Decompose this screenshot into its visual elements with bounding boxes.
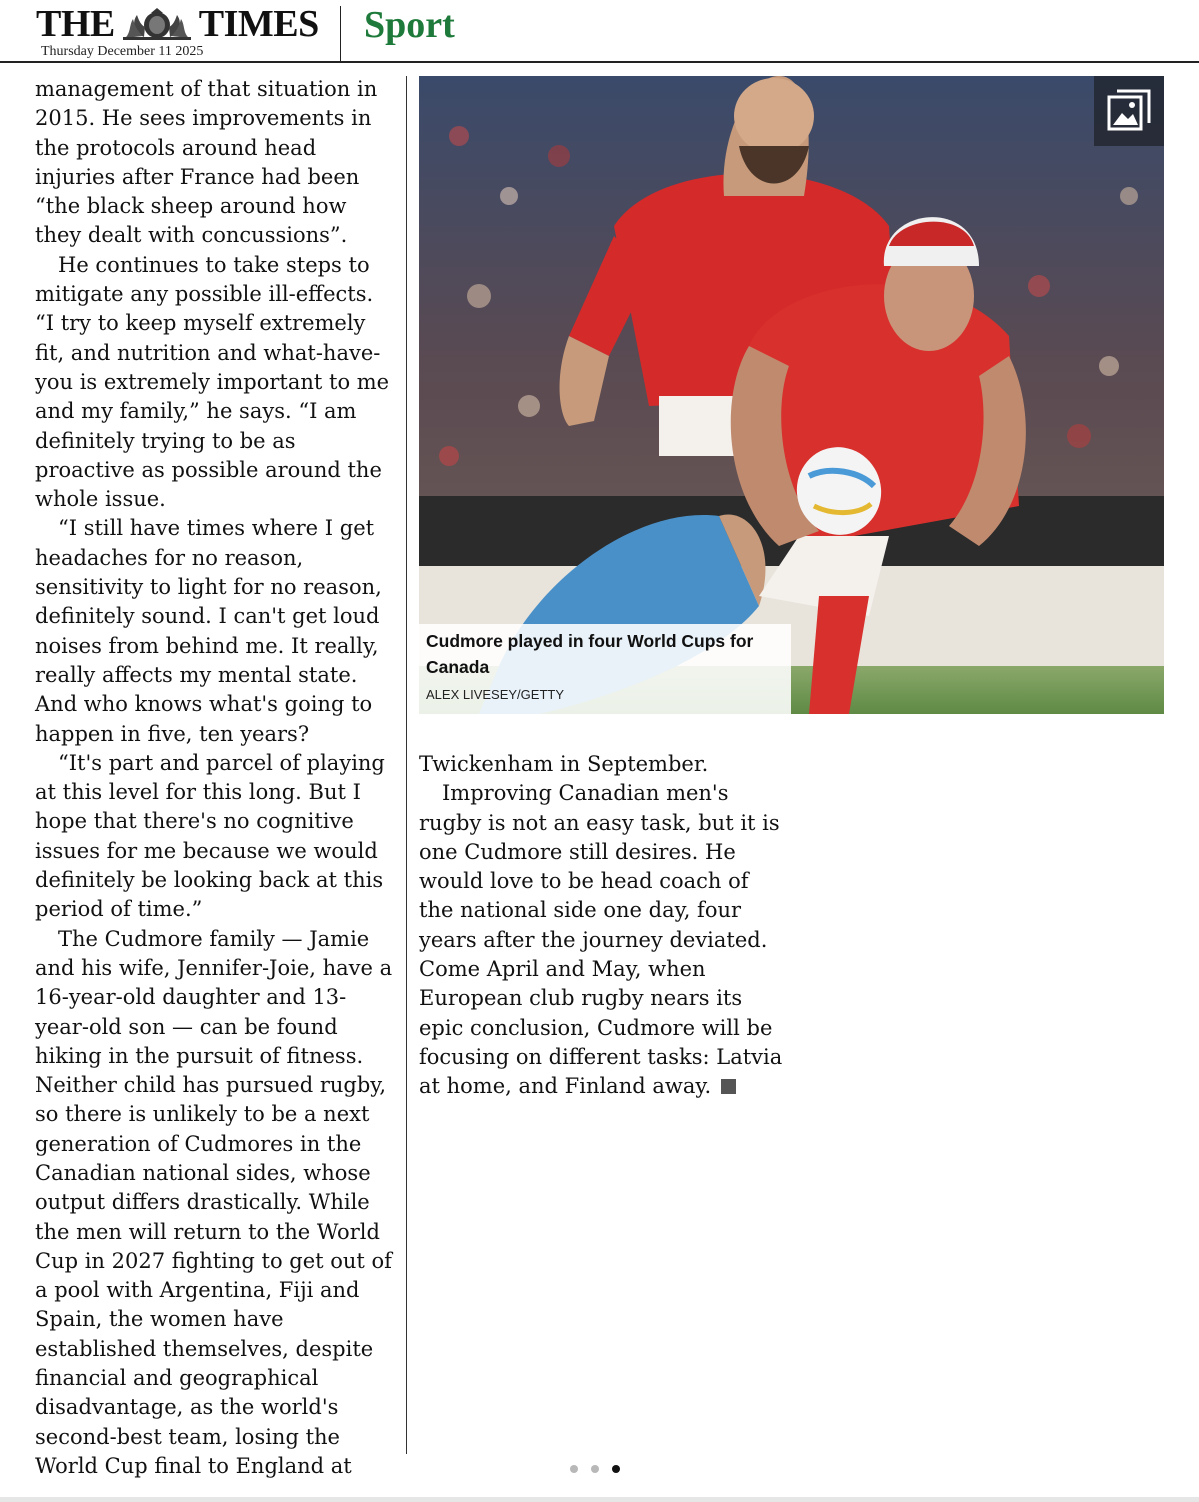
logo-word-times: TIMES [198, 3, 319, 45]
paragraph-final [419, 779, 785, 1101]
paragraph: The Cudmore family — Jamie and his wife, Jennifer-Joie, have a 16-year-old daughter and 13-year-old son — can be found hiking in the pursuit of fitness. Neither child has pursued rugby, so there is unlikely to be a next generation of Cudmores in the Canadian national sides, whose output differs drastically. While the men will return to the World Cup in 2027 fighting to get out of a pool with Argentina, Fiji and Spain, the women have established themselves, despite financial and geographical disadvantage, as the world's second-best team, losing the World Cup final to England at [35, 926, 393, 1478]
article-column-2 [419, 750, 785, 1102]
photo-credit: ALEX LIVESEY/GETTY [426, 687, 564, 702]
end-of-article-icon [721, 1079, 736, 1094]
page-dot-2[interactable] [591, 1465, 599, 1473]
paragraph: He continues to take steps to mitigate any possible ill-effects. “I try to keep myself extremely fit, and nutrition and what-have-you is extremely important to me and my family,” he says. “I am definitely trying to be as proactive as possible around the whole issue. [35, 252, 390, 512]
article-photo[interactable] [419, 76, 1164, 714]
page-dot-1[interactable] [570, 1465, 578, 1473]
paragraph: Twickenham in September. [419, 752, 709, 776]
times-logo[interactable] [36, 4, 319, 44]
paragraph: management of that situation in 2015. He sees improvements in the protocols around head injuries after France had been “the black sheep around how they dealt with concussions”. [35, 77, 378, 248]
rugby-photo-illustration [419, 76, 1164, 714]
column-divider [406, 76, 407, 1454]
masthead [0, 0, 1199, 63]
masthead-divider [340, 6, 341, 62]
royal-crest-icon [117, 7, 197, 41]
page-indicator [570, 1465, 620, 1473]
paragraph: “It's part and parcel of playing at this level for this long. But I hope that there's no cognitive issues for me because we would definitely be looking back at this period of time.” [35, 750, 385, 922]
article-column-1 [35, 75, 397, 1481]
edition-date: Thursday December 11 2025 [41, 44, 204, 59]
section-title[interactable]: Sport [364, 4, 455, 46]
paragraph: “I still have times where I get headaches for no reason, sensitivity to light for no reason, definitely sound. I can't get loud noises from behind me. It really, really affects my mental state. And who knows what's going to happen in five, ten years? [35, 516, 382, 746]
logo-word-the: THE [36, 3, 115, 45]
bottom-bar [0, 1497, 1199, 1502]
paragraph-final-text: Improving Canadian men's rugby is not an easy task, but it is one Cudmore still desires. He would love to be head coach of the national side one day, four years after the journey deviated. Come April and May, when European club rugby nears its epic conclusion, Cudmore will be focusing on different tasks: Latvia at home, and Finland away. [419, 781, 783, 1099]
gallery-icon [1105, 87, 1153, 135]
photo-caption: Cudmore played in four World Cups for Canada [426, 631, 754, 677]
photo-caption-box [419, 624, 791, 714]
page-dot-3-active[interactable] [612, 1465, 620, 1473]
gallery-button[interactable] [1094, 76, 1164, 146]
